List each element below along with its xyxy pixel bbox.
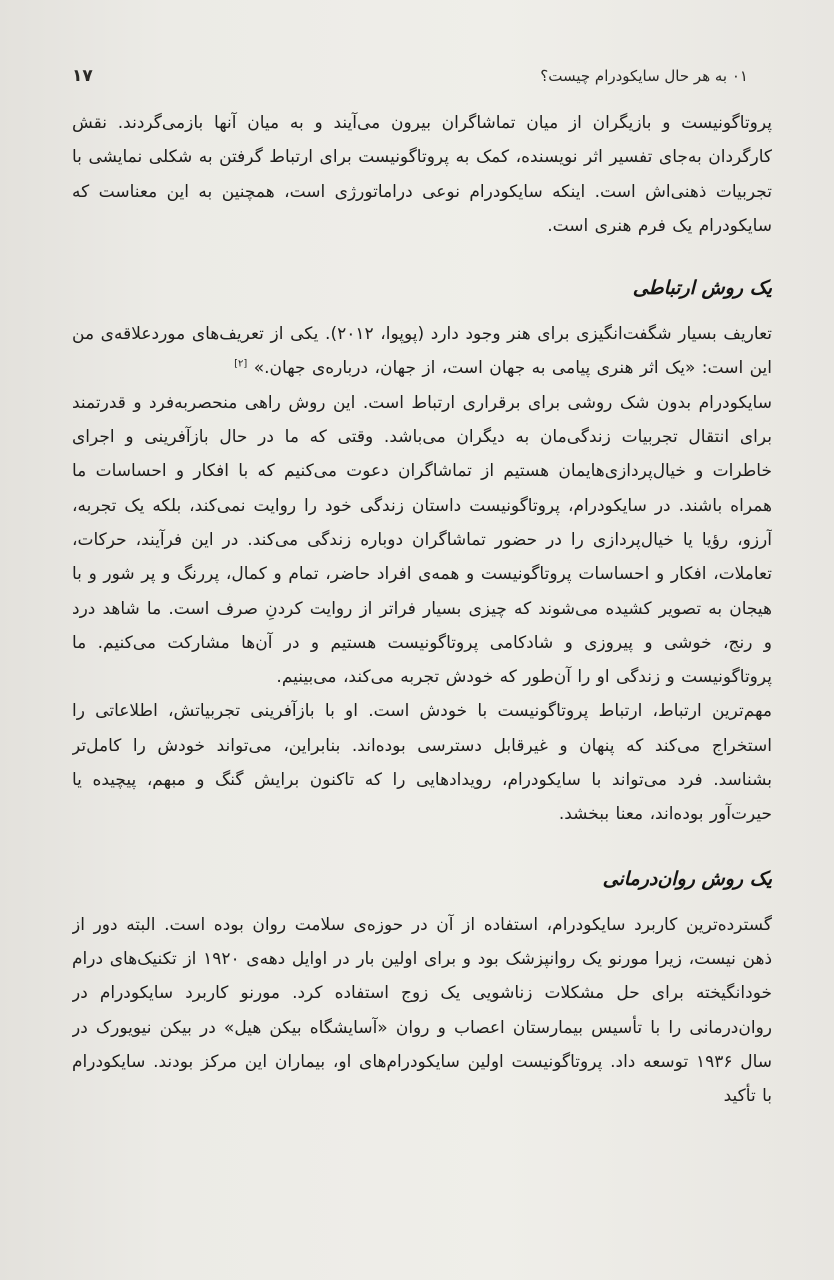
chapter-title: ۰۱ به هر حال سایکودرام چیست؟ bbox=[540, 67, 748, 85]
page-content bbox=[72, 106, 772, 1220]
section-heading-psychotherapy: یک روش روان‌درمانی bbox=[602, 867, 772, 890]
paragraph-communication-method: سایکودرام بدون شک روشی برای برقراری ارتباط است. این روش راهی منحصربه‌فرد و قدرتمند برای انتقال تجربیات زندگی‌مان به دیگران می‌باشد. وقتی که ما در حال بازآفرینی و اجرای خاطرات و خیال‌پردازی‌هایمان هستیم از تماشاگران دعوت می‌کنیم که با افکار و احساسات ما همراه باشند. در سایکودرام، پروتاگونیست داستان زندگی خود را روایت نمی‌کند، بلکه یک تجربه، آرزو، رؤیا یا خیال‌پردازی را در حضور تماشاگران دوباره زندگی می‌کند. در این فرآیند، حرکات، تعاملات، افکار و احساسات پروتاگونیست و همه‌ی افراد حاضر، تمام و کمال، پررنگ و پر شور و با هیجان به تصویر کشیده می‌شوند که چیزی بسیار فراتر از روایت کردنِ صرف است. ما شاهد درد و رنج، خوشی و پیروزی و شادکامی پروتاگونیست هستیم و در آن‌ها مشارکت می‌کنیم. ما پروتاگونیست و زندگی او را آن‌طور که خودش تجربه می‌کند، می‌بینیم. bbox=[72, 392, 772, 688]
paragraph-self-communication: مهم‌ترین ارتباط، ارتباط پروتاگونیست با خودش است. او با بازآفرینی تجربیاتش، اطلاعاتی را استخراج می‌کند که پنهان و غیرقابل دسترسی بوده‌اند. بنابراین، می‌تواند خودش را کامل‌تر بشناسد. فرد می‌تواند با سایکودرام، رویدادهایی را که تاکنون برایش گنگ و مبهم، پیچیده یا حیرت‌آور بوده‌اند، معنا ببخشد. bbox=[72, 701, 772, 825]
footnote-marker: [۲] bbox=[234, 358, 248, 370]
intro-paragraph: پروتاگونیست و بازیگران از میان تماشاگران بیرون می‌آیند و به میان آنها بازمی‌گردند. نقش کارگردان به‌جای تفسیر اثر نویسنده، کمک به پروتاگونیست برای ارتباط گرفتن به شکلی نمایشی با تجربیات ذهنی‌اش است. اینکه سایکودرام نوعی دراماتورژی است، همچنین به این معناست که سایکودرام یک فرم هنری است. bbox=[72, 113, 772, 236]
paragraph-art-definition-text: تعاریف بسیار شگفت‌انگیزی برای هنر وجود دارد (پوپوا، ۲۰۱۲). یکی از تعریف‌های موردعلاقه‌ی من این است: «یک اثر هنری پیامی به جهان است، از جهان، درباره‌ی جهان.» bbox=[72, 324, 772, 379]
section-heading-communication: یک روش ارتباطی bbox=[632, 277, 772, 300]
paragraph-psychotherapy: گسترده‌ترین کاربرد سایکودرام، استفاده از آن در حوزه‌ی سلامت روان بوده است. البته دور از ذهن نیست، زیرا مورنو یک روانپزشک بود و برای اولین بار در اوایل دهه‌ی ۱۹۲۰ از تکنیک‌های درام خودانگیخته برای حل مشکلات زناشویی یک زوج استفاده کرد. مورنو کاربرد سایکودرام در روان‌درمانی را با تأسیس بیمارستان اعصاب و روان «آسایشگاه بیکن هیل» در بیکن نیویورک در سال ۱۹۳۶ توسعه داد. پروتاگونیست اولین سایکودرام‌های او، بیماران این مرکز بودند. سایکودرام با تأکید bbox=[72, 914, 772, 1107]
page-number: ۱۷ bbox=[72, 66, 93, 86]
paragraph-art-definition bbox=[72, 317, 772, 386]
running-header bbox=[72, 62, 748, 90]
